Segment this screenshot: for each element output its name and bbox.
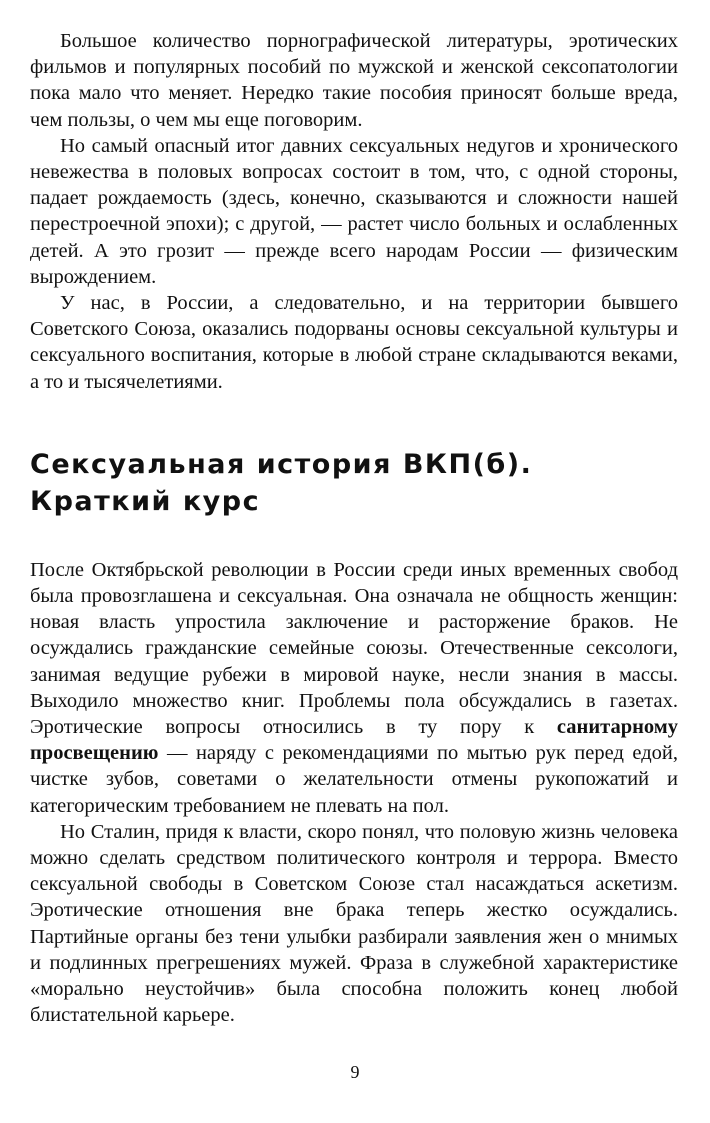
section-title-line-2: Краткий курс	[30, 485, 261, 517]
paragraph-literature: Большое количество порнографической литературы, эротических фильмов и популярных пособий по мужской и женской сексопатологии пока мало что меняет. Нередко такие пособия приносят больше вреда, чем пользы, о чем мы еще поговорим.	[30, 30, 678, 131]
revolution-text-part2: — наряду с рекомендациями по мытью рук перед едой, чистке зубов, советами о желательности отмены рукопожатий и категорическим требованием не плевать на пол.	[30, 742, 678, 817]
revolution-text-part1: После Октябрьской революции в России среди иных временных свобод была провозглашена и сексуальная. Она означала не общность женщин: новая власть упростила заключение и расторжение браков. Не осуждались гражданские семейные союзы. Отечественные сексологи, занимая ведущие рубежи в мировой науке, несли знания в массы. Выходило множество книг. Проблемы пола обсуждались в газетах. Эротические вопросы относились в ту пору к	[30, 558, 678, 739]
book-page	[30, 28, 678, 1029]
paragraph-ignorance: Но самый опасный итог давних сексуальных недугов и хронического невежества в половых вопросах состоит в том, что, с одной стороны, падает рождаемость (здесь, конечно, сказываются и сложности нашей перестроечной эпохи); с другой, — растет число больных и ослабленных детей. А это грозит — прежде всего народам России — физическим вырождением.	[30, 134, 678, 288]
section-title-line-1: Сексуальная история ВКП(б).	[30, 448, 533, 480]
page-number: 9	[350, 1062, 360, 1082]
section-title	[30, 446, 678, 520]
sanitary-education-bold: санитарному просвещению	[30, 716, 678, 765]
paragraph-revolution	[30, 557, 678, 819]
paragraph-stalin: Но Сталин, придя к власти, скоро понял, что половую жизнь человека можно сделать средством политического контроля и террора. Вместо сексуальной свободы в Советском Союзе стал насаждаться аскетизм. Эротические отношения вне брака теперь жестко осуждались. Партийные органы без тени улыбки разбирали заявления жен о мнимых и подлинных прегрешениях мужей. Фраза в служебной характеристике «морально неустойчив» была способна положить конец любой блистательной карьере.	[30, 820, 678, 1027]
paragraph-russia: У нас, в России, а следовательно, и на территории бывшего Советского Союза, оказались подорваны основы сексуальной культуры и сексуального воспитания, которые в любой стране складываются веками, а то и тысячелетиями.	[30, 292, 678, 393]
